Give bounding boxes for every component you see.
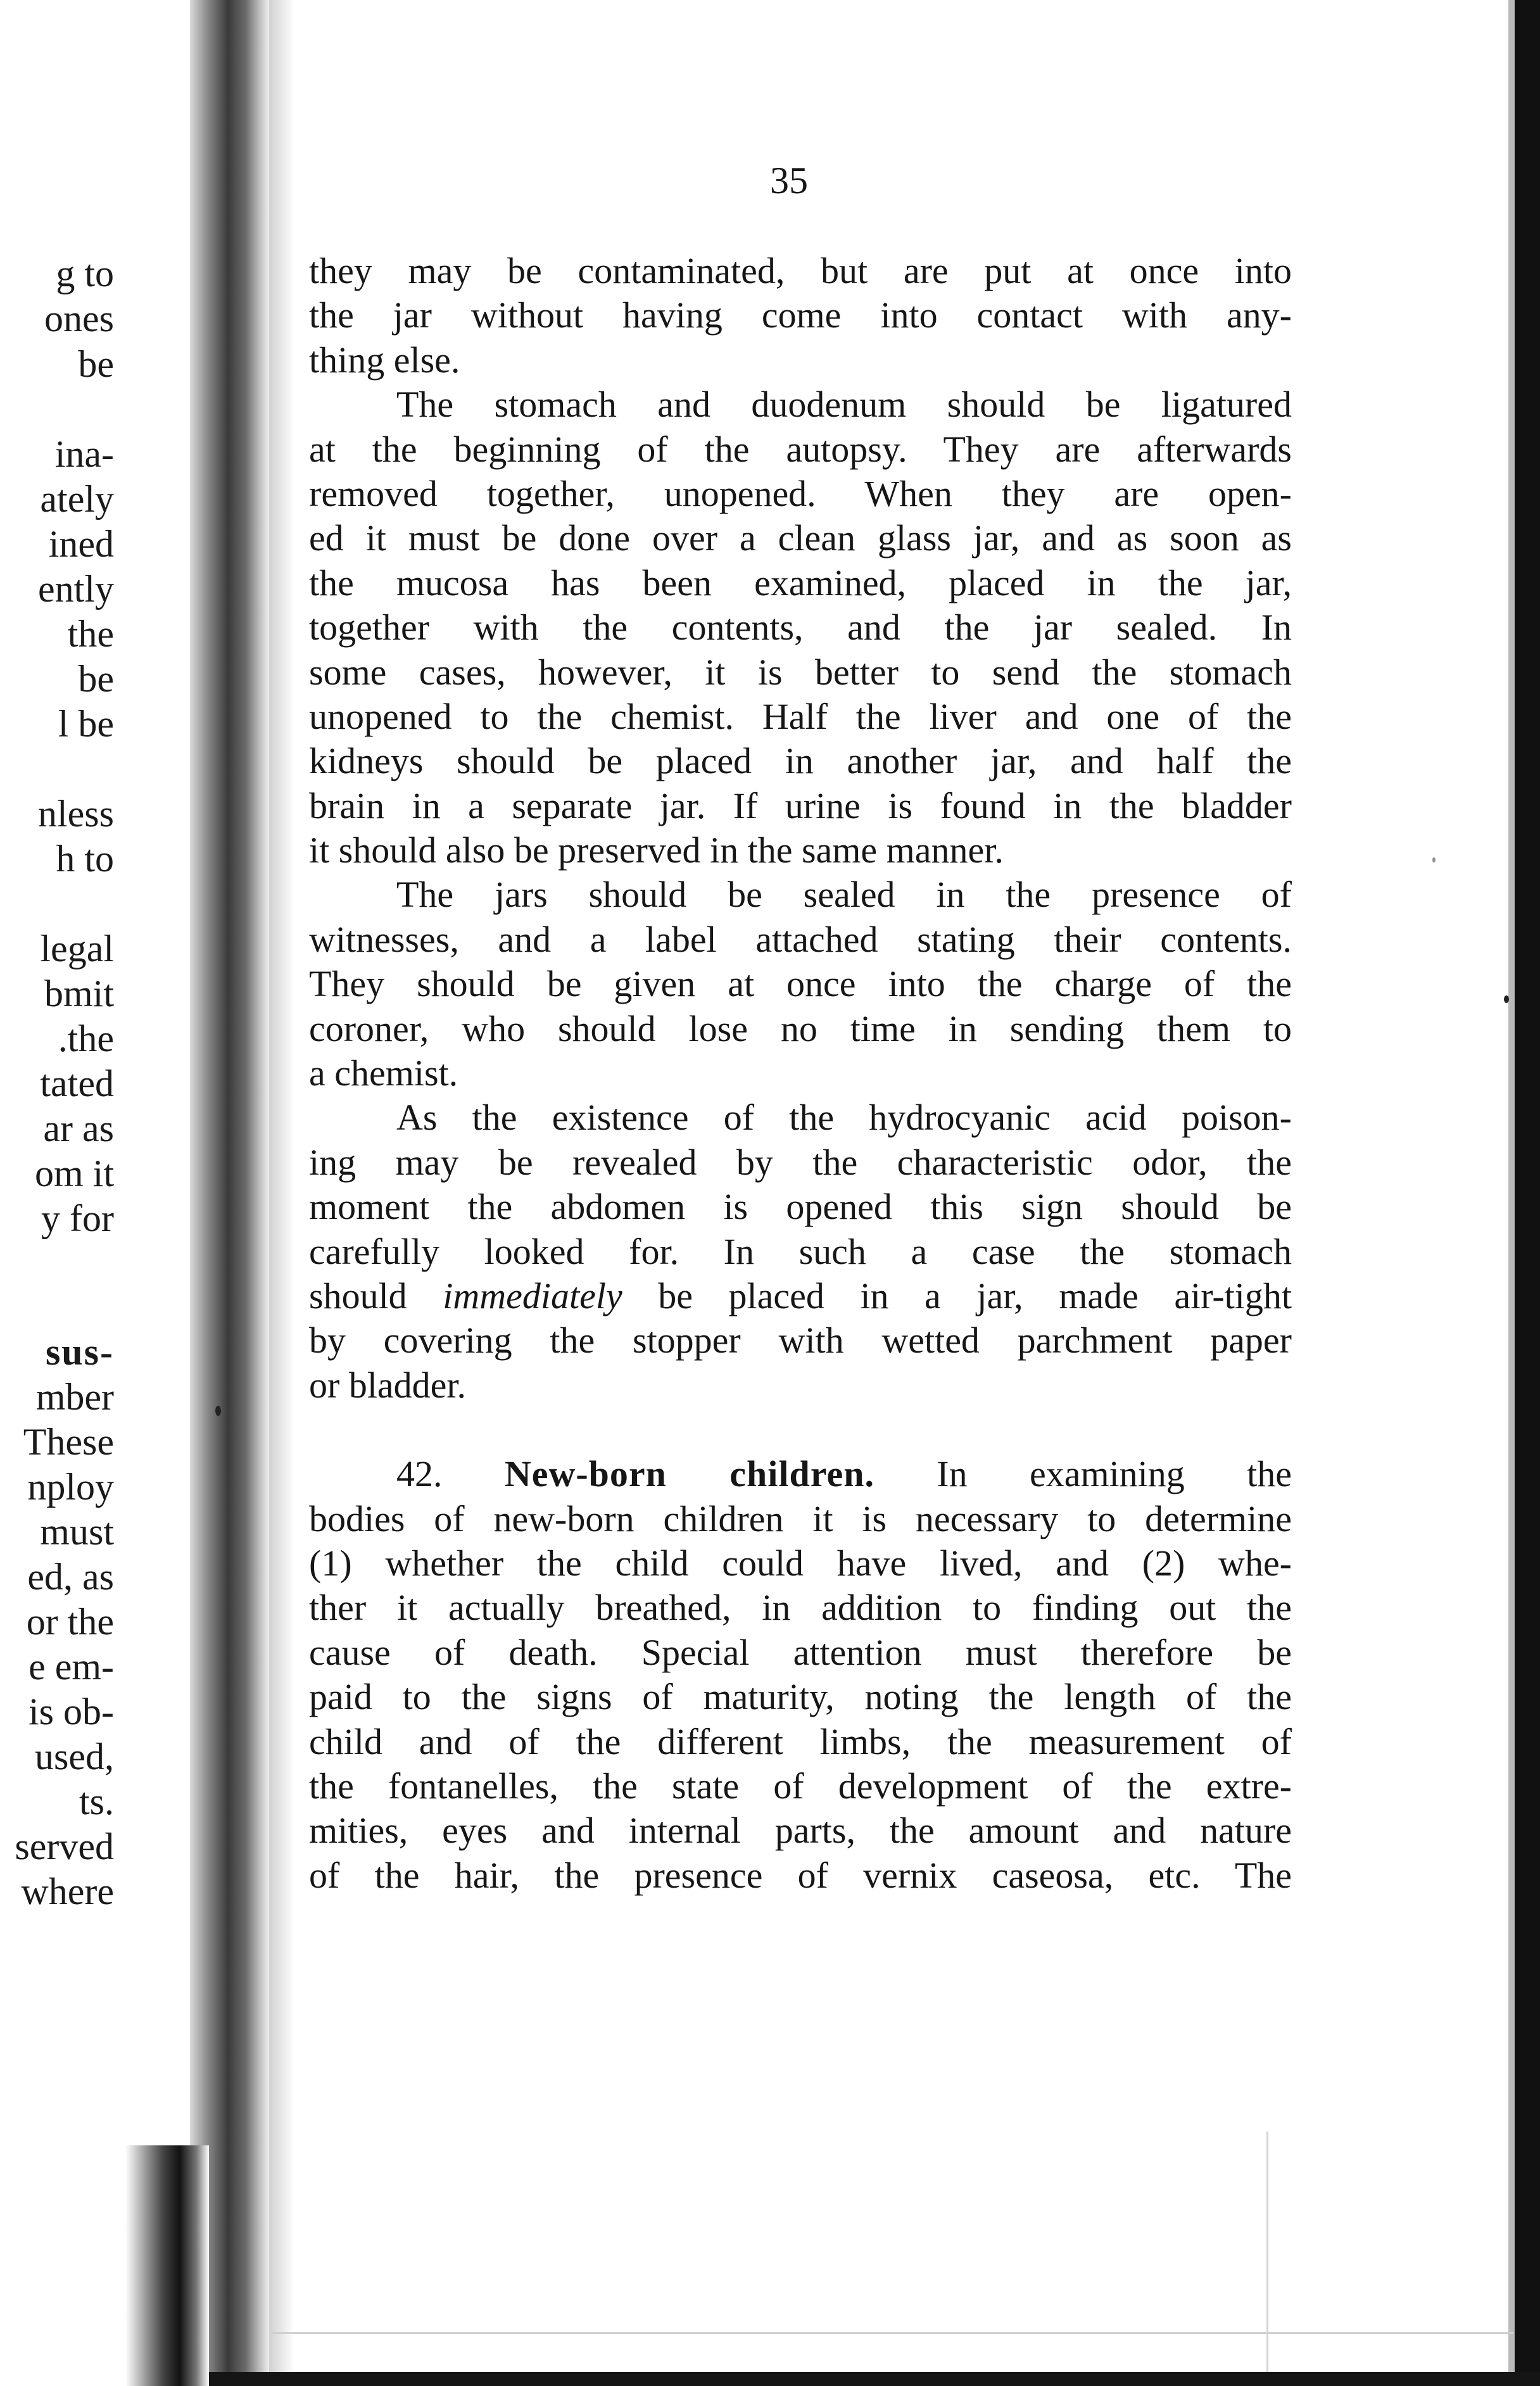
section-heading: New-born children. <box>504 1453 874 1495</box>
prev-fragment: g to <box>56 253 114 294</box>
page-edge-highlight <box>1508 0 1515 2386</box>
text-line: The stomach and duodenum should be ligatured <box>396 384 1292 426</box>
text-line: the mucosa has been examined, placed in the jar, <box>309 562 1292 603</box>
prev-fragment: legal <box>40 928 114 969</box>
prev-fragment: y for <box>41 1197 114 1239</box>
section-first-line <box>309 1452 1292 1496</box>
prev-fragment: is ob- <box>28 1691 114 1733</box>
page-number: 35 <box>770 160 808 201</box>
prev-fragment: ina- <box>54 433 114 475</box>
scan-speck <box>215 1406 221 1416</box>
text-line: removed together, unopened. When they are open- <box>309 472 1292 514</box>
text-line: of the hair, the presence of vernix caseosa, etc. The <box>309 1854 1292 1896</box>
prev-fragment: These <box>23 1421 114 1463</box>
section-gap <box>309 1408 1292 1452</box>
text-line: a chemist. <box>309 1052 458 1094</box>
binding-bottom <box>0 2145 209 2386</box>
prev-fragment: ed, as <box>27 1556 114 1598</box>
prev-fragment: tated <box>40 1063 114 1104</box>
text-fragment: should <box>309 1275 443 1316</box>
scan-bottom-border <box>209 2372 1540 2386</box>
gutter-shadow <box>269 0 294 2386</box>
section-number: 42. <box>396 1453 443 1495</box>
text-line: coroner, who should lose no time in sending them to <box>309 1007 1292 1049</box>
text-line: They should be given at once into the charge of the <box>309 963 1292 1005</box>
prev-fragment: e em- <box>28 1646 114 1688</box>
prev-fragment: served <box>15 1826 114 1867</box>
prev-fragment: ined <box>48 523 114 565</box>
text-line: witnesses, and a label attached stating their contents. <box>309 918 1292 960</box>
text-line: unopened to the chemist. Half the liver and one of the <box>309 695 1292 737</box>
text-line: ed it must be done over a clean glass jar, and as soon as <box>309 517 1292 559</box>
text-line: together with the contents, and the jar sealed. In <box>309 607 1292 648</box>
scan-speck <box>1432 857 1436 862</box>
text-line: mities, eyes and internal parts, the amount and nature <box>309 1810 1292 1852</box>
text-fragment: In examining the <box>937 1453 1292 1495</box>
text-line: bodies of new-born children it is necessary to determine <box>309 1498 1292 1539</box>
previous-page-edge <box>0 0 190 2386</box>
prev-fragment: sus- <box>45 1331 114 1373</box>
prev-fragment: ently <box>38 568 114 610</box>
prev-fragment: where <box>21 1871 114 1912</box>
prev-fragment: .the <box>58 1018 114 1059</box>
text-line: the jar without having come into contact with any- <box>309 294 1292 336</box>
text-line: at the beginning of the autopsy. They are afterwards <box>309 428 1292 470</box>
text-line: by covering the stopper with wetted parchment paper <box>309 1320 1292 1361</box>
text-line-emphasis <box>309 1274 1292 1318</box>
prev-fragment: h to <box>56 838 114 880</box>
text-line: some cases, however, it is better to send the stomach <box>309 651 1292 693</box>
prev-fragment: ones <box>44 298 114 339</box>
prev-fragment: used, <box>35 1736 114 1777</box>
text-line: thing else. <box>309 339 460 381</box>
text-line: the fontanelles, the state of development of the extre- <box>309 1765 1292 1807</box>
prev-fragment: ar as <box>43 1108 114 1149</box>
prev-fragment: be <box>78 658 114 700</box>
prev-fragment: or the <box>26 1601 114 1643</box>
page-fold-line <box>1266 2131 1515 2372</box>
prev-fragment: be <box>78 343 114 385</box>
text-line: they may be contaminated, but are put at once into <box>309 250 1292 291</box>
text-line: As the existence of the hydrocyanic acid poison- <box>396 1097 1292 1139</box>
text-line: carefully looked for. In such a case the stomach <box>309 1230 1292 1272</box>
prev-fragment: bmit <box>44 973 114 1014</box>
prev-fragment: om it <box>34 1152 114 1194</box>
body-text <box>309 249 1292 1898</box>
text-line: child and of the different limbs, the measurement of <box>309 1720 1292 1762</box>
page-edge-dark <box>1515 0 1540 2386</box>
prev-fragment: ts. <box>79 1781 114 1822</box>
text-line: (1) whether the child could have lived, and (2) whe- <box>309 1542 1292 1584</box>
text-line: cause of death. Special attention must therefore be <box>309 1631 1292 1673</box>
text-fragment: be placed in a jar, made air-tight <box>622 1275 1292 1316</box>
book-gutter <box>190 0 269 2386</box>
emphasis-word: immediately <box>443 1275 622 1316</box>
prev-fragment: the <box>67 613 114 655</box>
text-line: kidneys should be placed in another jar, and half the <box>309 740 1292 782</box>
prev-fragment: must <box>40 1511 114 1553</box>
prev-fragment: l be <box>58 703 114 745</box>
prev-fragment: nless <box>38 793 114 835</box>
prev-fragment: ately <box>40 478 114 520</box>
text-line: ther it actually breathed, in addition to finding out the <box>309 1587 1292 1629</box>
prev-fragment: nploy <box>27 1466 114 1508</box>
text-line: or bladder. <box>309 1364 467 1406</box>
text-line: The jars should be sealed in the presence of <box>396 874 1292 916</box>
text-line: moment the abdomen is opened this sign should be <box>309 1186 1292 1228</box>
text-line: ing may be revealed by the characteristic odor, the <box>309 1141 1292 1183</box>
prev-fragment: mber <box>35 1376 114 1418</box>
text-line: paid to the signs of maturity, noting the length of the <box>309 1676 1292 1718</box>
text-line: brain in a separate jar. If urine is found in the bladder <box>309 785 1292 826</box>
text-line: it should also be preserved in the same manner. <box>309 830 1004 871</box>
scan-speck <box>1504 995 1509 1003</box>
